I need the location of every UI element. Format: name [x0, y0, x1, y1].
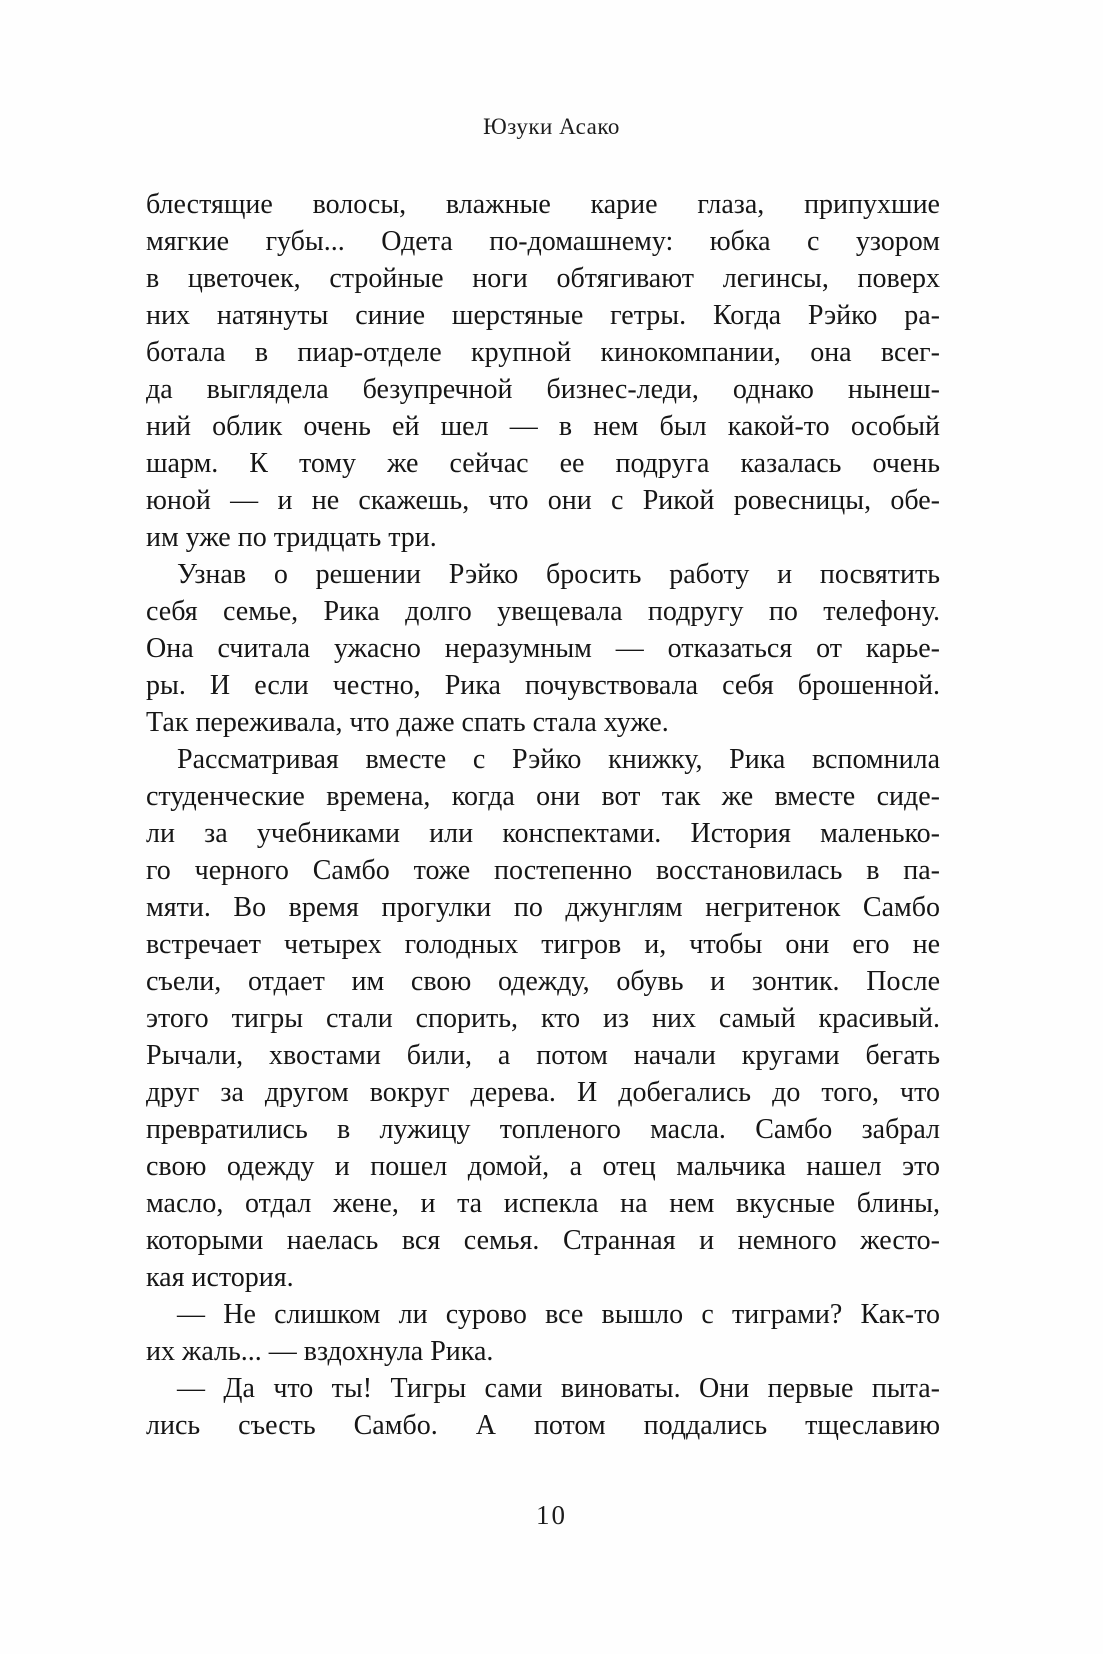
text-line: да выглядела безупречной бизнес-леди, однако нынеш-: [146, 374, 940, 405]
text-line: блестящие волосы, влажные карие глаза, припухшие: [146, 189, 940, 220]
text-line: встречает четырех голодных тигров и, чтобы они его не: [146, 929, 940, 960]
text-line: ний облик очень ей шел — в нем был какой-то особый: [146, 411, 940, 442]
text-line: им уже по тридцать три.: [146, 522, 437, 553]
text-line: друг за другом вокруг дерева. И добегались до того, что: [146, 1077, 940, 1108]
text-line: лись съесть Самбо. А потом поддались тщеславию: [146, 1410, 940, 1441]
text-line: — Да что ты! Тигры сами виноваты. Они первые пыта-: [177, 1373, 940, 1404]
text-line: мягкие губы... Одета по-домашнему: юбка с узором: [146, 226, 940, 257]
text-line: Рычали, хвостами били, а потом начали кругами бегать: [146, 1040, 940, 1071]
running-head: Юзуки Асако: [483, 114, 620, 139]
text-line: себя семье, Рика долго увещевала подругу по телефону.: [146, 596, 940, 627]
text-line: в цветочек, стройные ноги обтягивают легинсы, поверх: [146, 263, 940, 294]
text-line: свою одежду и пошел домой, а отец мальчика нашел это: [146, 1151, 940, 1182]
text-line: юной — и не скажешь, что они с Рикой ровесницы, обе-: [146, 485, 940, 516]
text-line: ры. И если честно, Рика почувствовала себя брошенной.: [146, 670, 940, 701]
text-line: Так переживала, что даже спать стала хуже.: [146, 707, 669, 738]
text-line: студенческие времена, когда они вот так же вместе сиде-: [146, 781, 940, 812]
page-number: 10: [536, 1500, 567, 1530]
text-line: превратились в лужицу топленого масла. Самбо забрал: [146, 1114, 940, 1145]
text-line: масло, отдал жене, и та испекла на нем вкусные блины,: [146, 1188, 940, 1219]
text-line: го черного Самбо тоже постепенно восстановилась в па-: [146, 855, 940, 886]
text-line: ботала в пиар-отделе крупной кинокомпании, она всег-: [146, 337, 940, 368]
text-line: — Не слишком ли сурово все вышло с тиграми? Как-то: [177, 1299, 940, 1330]
text-line: ли за учебниками или конспектами. История маленько-: [146, 818, 940, 849]
body-text: [146, 186, 940, 1444]
text-line: мяти. Во время прогулки по джунглям негритенок Самбо: [146, 892, 940, 923]
text-line: съели, отдает им свою одежду, обувь и зонтик. После: [146, 966, 940, 997]
text-line: Узнав о решении Рэйко бросить работу и посвятить: [177, 559, 940, 590]
text-line: шарм. К тому же сейчас ее подруга казалась очень: [146, 448, 940, 479]
text-line: кая история.: [146, 1262, 294, 1293]
text-line: которыми наелась вся семья. Странная и немного жесто-: [146, 1225, 940, 1256]
text-line: Она считала ужасно неразумным — отказаться от карье-: [146, 633, 940, 664]
text-line: их жаль... — вздохнула Рика.: [146, 1336, 494, 1367]
text-line: них натянуты синие шерстяные гетры. Когда Рэйко ра-: [146, 300, 940, 331]
text-line: Рассматривая вместе с Рэйко книжку, Рика вспомнила: [177, 744, 940, 775]
text-line: этого тигры стали спорить, кто из них самый красивый.: [146, 1003, 940, 1034]
